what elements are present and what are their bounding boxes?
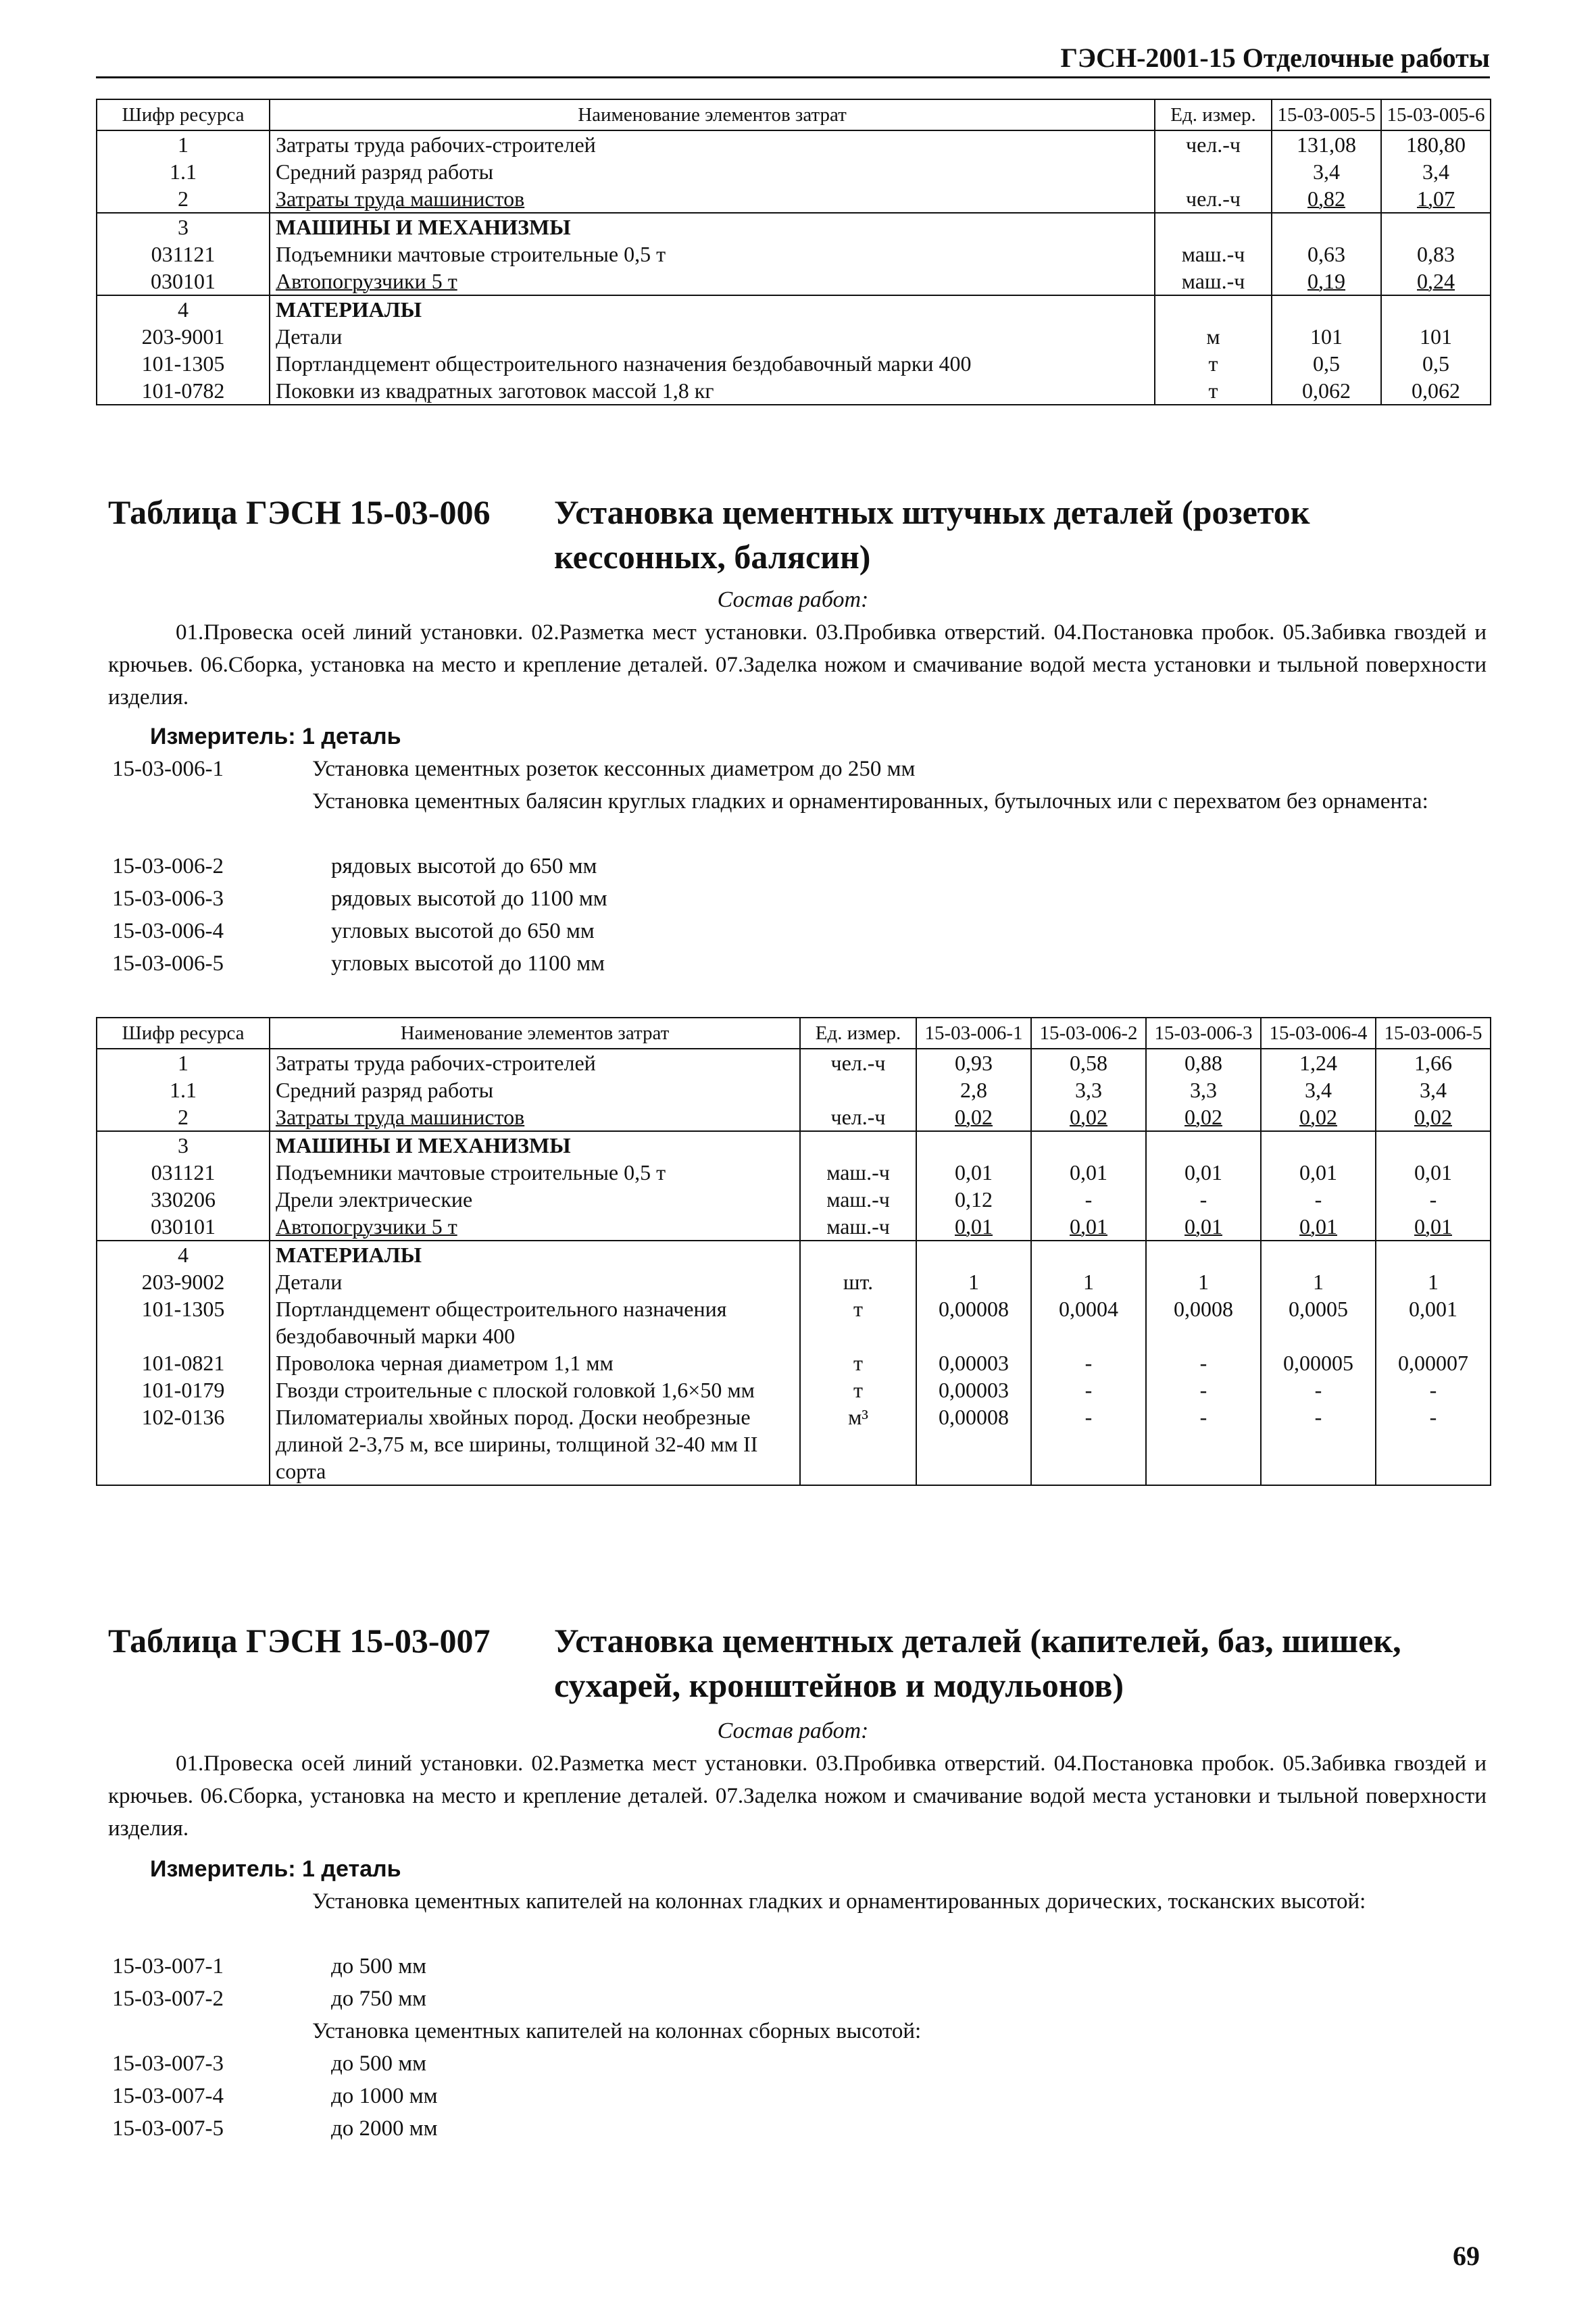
unit — [1155, 158, 1272, 185]
unit — [1155, 213, 1272, 241]
resource-name: Затраты труда машинистов — [270, 1103, 800, 1131]
resource-code: 101-0782 — [97, 377, 270, 405]
resource-code: 203-9001 — [97, 323, 270, 350]
value-cell: - — [1031, 1186, 1146, 1213]
table-row — [97, 1213, 1491, 1241]
value-cell: 3,4 — [1261, 1076, 1376, 1103]
value-cell: 0,24 — [1381, 268, 1491, 295]
value-cell: 0,00007 — [1376, 1349, 1491, 1376]
value-cell: 0,00008 — [916, 1403, 1031, 1485]
table-row — [97, 158, 1491, 185]
works-composition-label: Состав работ: — [717, 1718, 869, 1743]
table-header-row — [97, 99, 1491, 130]
resource-name: Детали — [270, 323, 1155, 350]
value-cell: 0,63 — [1272, 241, 1381, 268]
value-cell: 0,02 — [916, 1103, 1031, 1131]
table-row — [97, 1349, 1491, 1376]
column-header: Наименование элементов затрат — [270, 1018, 800, 1049]
value-cell: 0,02 — [1031, 1103, 1146, 1131]
table-row — [97, 1403, 1491, 1485]
resource-code: 1.1 — [97, 158, 270, 185]
resource-name: Затраты труда рабочих-строителей — [270, 1049, 800, 1076]
resource-name: Затраты труда рабочих-строителей — [270, 130, 1155, 158]
column-header: 15-03-005-6 — [1381, 99, 1491, 130]
table-code-006: Таблица ГЭСН 15-03-006 — [108, 493, 491, 531]
resource-code: 4 — [97, 295, 270, 323]
column-header: 15-03-006-3 — [1146, 1018, 1261, 1049]
value-cell: - — [1261, 1403, 1376, 1485]
value-cell: - — [1146, 1186, 1261, 1213]
table-row — [97, 1376, 1491, 1403]
value-cell: 101 — [1272, 323, 1381, 350]
column-header: Шифр ресурса — [97, 1018, 270, 1049]
unit: шт. — [800, 1268, 916, 1295]
value-cell: 0,01 — [1031, 1159, 1146, 1186]
unit — [800, 1241, 916, 1268]
value-cell — [1381, 213, 1491, 241]
resource-code: 101-0821 — [97, 1349, 270, 1376]
resource-code: 2 — [97, 1103, 270, 1131]
table-row — [97, 1076, 1491, 1103]
unit: м³ — [800, 1403, 916, 1485]
value-cell: 0,0005 — [1261, 1295, 1376, 1349]
item-description: до 2000 мм — [331, 2116, 438, 2141]
unit: маш.-ч — [800, 1159, 916, 1186]
value-cell: - — [1261, 1186, 1376, 1213]
value-cell: - — [1146, 1403, 1261, 1485]
value-cell: - — [1031, 1376, 1146, 1403]
value-cell — [916, 1131, 1031, 1159]
item-description: Установка цементных балясин круглых гладких и орнаментированных, бутылочных или с перехватом без орнамента: — [312, 789, 1428, 814]
value-cell: 0,19 — [1272, 268, 1381, 295]
item-description: угловых высотой до 650 мм — [331, 919, 595, 943]
resource-name: Подъемники мачтовые строительные 0,5 т — [270, 1159, 800, 1186]
value-cell: 101 — [1381, 323, 1491, 350]
works-composition-text: 01.Провеска осей линий установки. 02.Разметка мест установки. 03.Пробивка отверстий. 04.Постановка пробок. 05.Забивка гвоздей и крючьев. 06.Сборка, установка на место и крепление деталей. 07.Заделка ножом и смачивание водой места установки и тыльной поверхности изделия. — [108, 620, 1487, 710]
value-cell: 0,001 — [1376, 1295, 1491, 1349]
resource-name: Подъемники мачтовые строительные 0,5 т — [270, 241, 1155, 268]
column-header: 15-03-006-4 — [1261, 1018, 1376, 1049]
resource-name: Дрели электрические — [270, 1186, 800, 1213]
item-code: 15-03-006-5 — [112, 951, 224, 976]
unit: м — [1155, 323, 1272, 350]
value-cell: 0,01 — [1376, 1213, 1491, 1241]
table-code-007: Таблица ГЭСН 15-03-007 — [108, 1622, 491, 1660]
section-title-line-1: Установка цементных штучных деталей (розеток — [554, 493, 1310, 531]
value-cell: 0,5 — [1381, 350, 1491, 377]
unit: маш.-ч — [800, 1213, 916, 1241]
value-cell: 0,01 — [916, 1213, 1031, 1241]
value-cell — [1261, 1241, 1376, 1268]
table-row-group-machines — [97, 213, 1491, 241]
resource-code: 102-0136 — [97, 1403, 270, 1485]
group-heading: МАШИНЫ И МЕХАНИЗМЫ — [270, 1131, 800, 1159]
column-header: 15-03-006-5 — [1376, 1018, 1491, 1049]
value-cell: 0,01 — [1031, 1213, 1146, 1241]
value-cell: 1 — [1031, 1268, 1146, 1295]
measure-unit: Измеритель: 1 деталь — [150, 1856, 401, 1882]
table-row — [97, 241, 1491, 268]
value-cell: 0,01 — [916, 1159, 1031, 1186]
value-cell: 0,00008 — [916, 1295, 1031, 1349]
resource-code: 1 — [97, 130, 270, 158]
value-cell: 1,66 — [1376, 1049, 1491, 1076]
unit — [1155, 295, 1272, 323]
resource-code: 203-9002 — [97, 1268, 270, 1295]
value-cell: - — [1376, 1186, 1491, 1213]
table-row — [97, 1103, 1491, 1131]
value-cell: 0,01 — [1146, 1159, 1261, 1186]
unit — [800, 1131, 916, 1159]
value-cell — [1376, 1131, 1491, 1159]
value-cell: 3,4 — [1376, 1076, 1491, 1103]
unit: маш.-ч — [800, 1186, 916, 1213]
resource-code: 101-1305 — [97, 350, 270, 377]
column-header: Шифр ресурса — [97, 99, 270, 130]
resource-table-006 — [96, 1017, 1491, 1486]
value-cell — [1031, 1241, 1146, 1268]
item-description: до 1000 мм — [331, 2084, 438, 2108]
value-cell: 2,8 — [916, 1076, 1031, 1103]
value-cell: 1,24 — [1261, 1049, 1376, 1076]
resource-name: Поковки из квадратных заготовок массой 1,8 кг — [270, 377, 1155, 405]
value-cell: 0,0004 — [1031, 1295, 1146, 1349]
item-code: 15-03-007-2 — [112, 1987, 224, 2011]
page-number: 69 — [1453, 2241, 1480, 2271]
value-cell — [1272, 213, 1381, 241]
value-cell: 0,00005 — [1261, 1349, 1376, 1376]
group-heading: МАТЕРИАЛЫ — [270, 295, 1155, 323]
resource-name: Портландцемент общестроительного назначения бездобавочный марки 400 — [270, 350, 1155, 377]
table-row — [97, 1268, 1491, 1295]
item-description: Установка цементных капителей на колоннах гладких и орнаментированных дорических, тосканских высотой: — [312, 1889, 1366, 1914]
value-cell: 0,5 — [1272, 350, 1381, 377]
resource-code: 3 — [97, 213, 270, 241]
resource-name: Портландцемент общестроительного назначения бездобавочный марки 400 — [270, 1295, 800, 1349]
item-description: до 500 мм — [331, 2051, 427, 2076]
value-cell: 3,3 — [1031, 1076, 1146, 1103]
value-cell: 0,00003 — [916, 1349, 1031, 1376]
value-cell — [916, 1241, 1031, 1268]
item-description: рядовых высотой до 1100 мм — [331, 887, 607, 911]
value-cell: 0,12 — [916, 1186, 1031, 1213]
unit: чел.-ч — [800, 1103, 916, 1131]
value-cell: 3,4 — [1272, 158, 1381, 185]
table-row — [97, 323, 1491, 350]
value-cell: 0,02 — [1261, 1103, 1376, 1131]
unit: чел.-ч — [800, 1049, 916, 1076]
value-cell — [1381, 295, 1491, 323]
item-code: 15-03-007-5 — [112, 2116, 224, 2141]
section-title-line-2: кессонных, балясин) — [554, 538, 871, 576]
value-cell: 0,062 — [1381, 377, 1491, 405]
group-heading: МАТЕРИАЛЫ — [270, 1241, 800, 1268]
resource-name: Средний разряд работы — [270, 1076, 800, 1103]
unit: маш.-ч — [1155, 268, 1272, 295]
column-header: 15-03-006-2 — [1031, 1018, 1146, 1049]
item-description: Установка цементных капителей на колоннах сборных высотой: — [312, 2019, 922, 2043]
table-row — [97, 1295, 1491, 1349]
value-cell: 131,08 — [1272, 130, 1381, 158]
value-cell — [1146, 1241, 1261, 1268]
resource-code: 330206 — [97, 1186, 270, 1213]
unit — [800, 1076, 916, 1103]
unit: т — [1155, 350, 1272, 377]
section-title-line-1: Установка цементных деталей (капителей, баз, шишек, — [554, 1622, 1401, 1660]
resource-name: Средний разряд работы — [270, 158, 1155, 185]
item-code: 15-03-006-1 — [112, 757, 224, 781]
table-row — [97, 130, 1491, 158]
resource-code: 101-0179 — [97, 1376, 270, 1403]
value-cell: 0,01 — [1376, 1159, 1491, 1186]
resource-code: 030101 — [97, 268, 270, 295]
item-description: угловых высотой до 1100 мм — [331, 951, 605, 976]
running-head: ГЭСН-2001-15 Отделочные работы — [96, 42, 1490, 78]
value-cell: - — [1031, 1349, 1146, 1376]
value-cell: - — [1146, 1349, 1261, 1376]
resource-name: Детали — [270, 1268, 800, 1295]
value-cell — [1376, 1241, 1491, 1268]
value-cell: 180,80 — [1381, 130, 1491, 158]
value-cell: 0,01 — [1261, 1213, 1376, 1241]
value-cell: 1 — [1146, 1268, 1261, 1295]
value-cell: 0,02 — [1376, 1103, 1491, 1131]
column-header: 15-03-006-1 — [916, 1018, 1031, 1049]
value-cell: - — [1031, 1403, 1146, 1485]
table-row-group-materials — [97, 295, 1491, 323]
resource-name: Пиломатериалы хвойных пород. Доски необрезные длиной 2-3,75 м, все ширины, толщиной 32-40 мм II сорта — [270, 1403, 800, 1485]
value-cell: 3,4 — [1381, 158, 1491, 185]
resource-code: 2 — [97, 185, 270, 213]
item-description: до 500 мм — [331, 1954, 427, 1978]
value-cell: 0,88 — [1146, 1049, 1261, 1076]
resource-code: 031121 — [97, 1159, 270, 1186]
resource-code: 3 — [97, 1131, 270, 1159]
table-row — [97, 377, 1491, 405]
value-cell: - — [1146, 1376, 1261, 1403]
value-cell: 0,02 — [1146, 1103, 1261, 1131]
table-row-group-machines — [97, 1131, 1491, 1159]
value-cell: - — [1376, 1403, 1491, 1485]
value-cell: - — [1261, 1376, 1376, 1403]
measure-unit: Измеритель: 1 деталь — [150, 724, 401, 749]
resource-name: Гвозди строительные с плоской головкой 1,6×50 мм — [270, 1376, 800, 1403]
item-code: 15-03-006-4 — [112, 919, 224, 943]
value-cell: 0,82 — [1272, 185, 1381, 213]
unit: т — [1155, 377, 1272, 405]
value-cell: 1 — [916, 1268, 1031, 1295]
resource-name: Автопогрузчики 5 т — [270, 268, 1155, 295]
table-header-row — [97, 1018, 1491, 1049]
group-heading: МАШИНЫ И МЕХАНИЗМЫ — [270, 213, 1155, 241]
unit: т — [800, 1349, 916, 1376]
resource-name: Затраты труда машинистов — [270, 185, 1155, 213]
unit: чел.-ч — [1155, 185, 1272, 213]
resource-name: Автопогрузчики 5 т — [270, 1213, 800, 1241]
value-cell — [1146, 1131, 1261, 1159]
table-row — [97, 1049, 1491, 1076]
value-cell: 0,01 — [1261, 1159, 1376, 1186]
column-header: 15-03-005-5 — [1272, 99, 1381, 130]
value-cell: 0,83 — [1381, 241, 1491, 268]
value-cell: 1,07 — [1381, 185, 1491, 213]
item-code: 15-03-007-1 — [112, 1954, 224, 1978]
resource-code: 031121 — [97, 241, 270, 268]
resource-code: 030101 — [97, 1213, 270, 1241]
resource-name: Проволока черная диаметром 1,1 мм — [270, 1349, 800, 1376]
section-title-line-2: сухарей, кронштейнов и модульонов) — [554, 1666, 1124, 1704]
table-row — [97, 1159, 1491, 1186]
value-cell — [1272, 295, 1381, 323]
value-cell: 1 — [1376, 1268, 1491, 1295]
works-composition-label: Состав работ: — [717, 587, 869, 612]
unit: т — [800, 1376, 916, 1403]
item-description: до 750 мм — [331, 1987, 427, 2011]
item-code: 15-03-007-4 — [112, 2084, 224, 2108]
value-cell: 0,93 — [916, 1049, 1031, 1076]
column-header: Наименование элементов затрат — [270, 99, 1155, 130]
table-row — [97, 1186, 1491, 1213]
resource-table-005 — [96, 99, 1491, 405]
works-composition-text: 01.Провеска осей линий установки. 02.Разметка мест установки. 03.Пробивка отверстий. 04.Постановка пробок. 05.Забивка гвоздей и крючьев. 06.Сборка, установка на место и крепление деталей. 07.Заделка ножом и смачивание водой места установки и тыльной поверхности изделия. — [108, 1751, 1487, 1841]
resource-code: 101-1305 — [97, 1295, 270, 1349]
value-cell: 0,58 — [1031, 1049, 1146, 1076]
unit: чел.-ч — [1155, 130, 1272, 158]
unit: маш.-ч — [1155, 241, 1272, 268]
resource-code: 1 — [97, 1049, 270, 1076]
item-code: 15-03-007-3 — [112, 2051, 224, 2076]
value-cell: 0,062 — [1272, 377, 1381, 405]
column-header: Ед. измер. — [800, 1018, 916, 1049]
value-cell: 1 — [1261, 1268, 1376, 1295]
table-row — [97, 350, 1491, 377]
item-description: рядовых высотой до 650 мм — [331, 854, 597, 878]
value-cell: - — [1376, 1376, 1491, 1403]
table-row-group-materials — [97, 1241, 1491, 1268]
item-code: 15-03-006-2 — [112, 854, 224, 878]
resource-code: 1.1 — [97, 1076, 270, 1103]
value-cell: 3,3 — [1146, 1076, 1261, 1103]
value-cell — [1261, 1131, 1376, 1159]
resource-code: 4 — [97, 1241, 270, 1268]
item-code: 15-03-006-3 — [112, 887, 224, 911]
table-row — [97, 185, 1491, 213]
table-row — [97, 268, 1491, 295]
unit: т — [800, 1295, 916, 1349]
item-description: Установка цементных розеток кессонных диаметром до 250 мм — [312, 757, 916, 781]
value-cell: 0,00003 — [916, 1376, 1031, 1403]
value-cell: 0,01 — [1146, 1213, 1261, 1241]
column-header: Ед. измер. — [1155, 99, 1272, 130]
value-cell — [1031, 1131, 1146, 1159]
value-cell: 0,0008 — [1146, 1295, 1261, 1349]
